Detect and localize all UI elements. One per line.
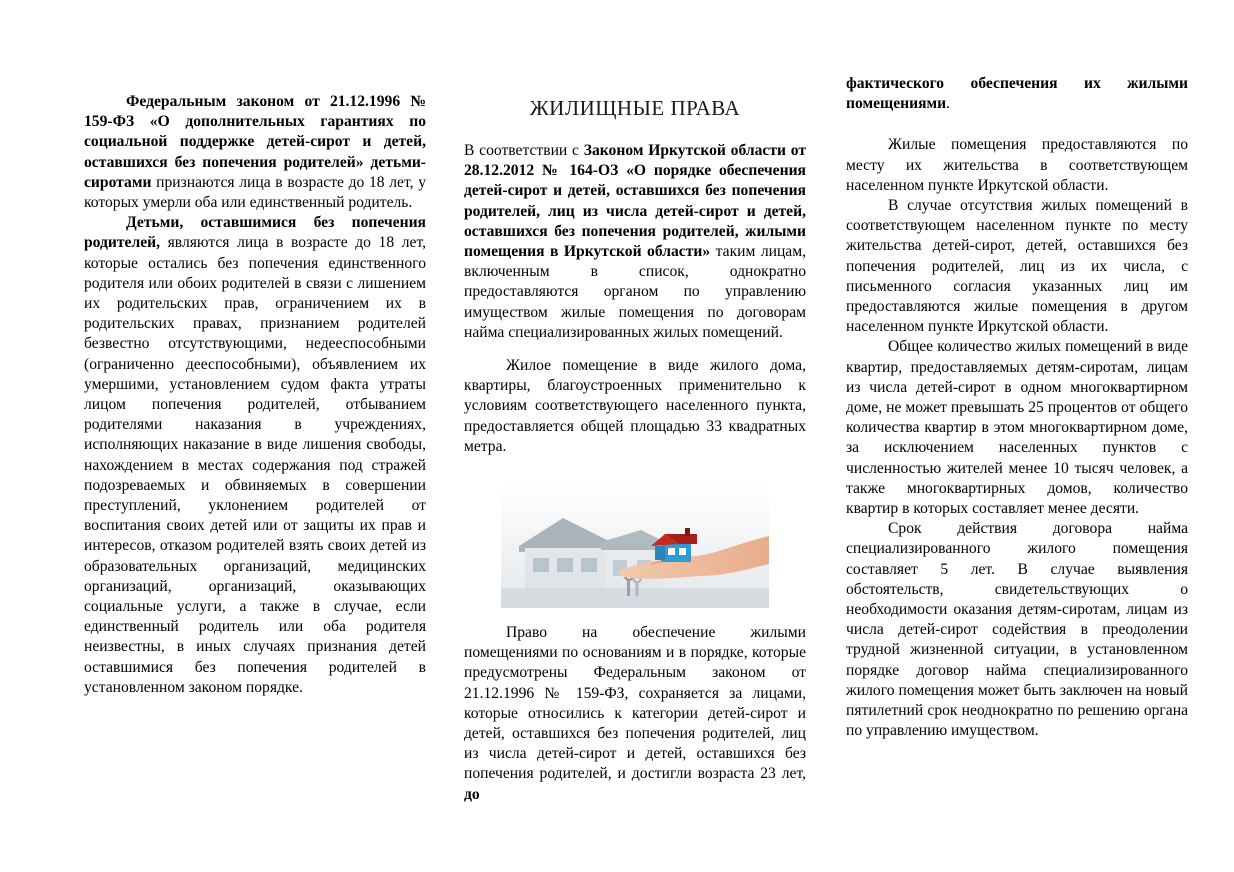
law-reference-bold: Федеральным законом от 21.12.1996 № 159-ФЗ «О дополнительных гарантиях по социальной поддержке детей-сирот и детей, оставшихся без попечения родителей» детьми-сиротами [84,93,426,191]
paragraph-place-of-residence: Жилые помещения предоставляются по месту их жительства в соответствующем населенном пункте Иркутской области. [846,136,1188,194]
paragraph-quota: Общее количество жилых помещений в виде квартир, предоставляемых детям-сиротам, лицам из числа детей-сирот в одном многоквартирном доме, не может превышать 25 процентов от общего количества квартир в этом многоквартирном доме, за исключением населенных пунктов с численностью жителей менее 10 тысяч человек, а также многоквартирных домов, количество квартир в которых составляет менее десяти. [846,338,1188,518]
paragraph-regional-law [464,141,806,343]
column-left [84,92,426,698]
paragraph-continuation [846,74,1188,114]
paragraph-text: признаются лица в возрасте до 18 лет, у которых умерли оба или единственный родитель. [84,173,426,212]
section-title: ЖИЛИЩНЫЕ ПРАВА [529,96,741,120]
paragraph-without-care-definition [84,213,426,698]
paragraph-right-retained [464,623,806,805]
paragraph-text: . [946,95,951,113]
column-right [846,74,1188,742]
column-middle-top [464,141,806,457]
paragraph-area: Жилое помещение в виде жилого дома, квартиры, благоустроенных применительно к условиям соответствующего населенного пункта, предоставляется общей площадью 33 квадратных метра. [464,357,806,455]
bold-text: фактического обеспечения их жилыми помещениями [846,75,1188,113]
paragraph-gap [846,114,1188,135]
paragraph-contract-term: Срок действия договора найма специализированного жилого помещения составляет 5 лет. В случае выявления обстоятельств, свидетельствующих о необходимости оказания детям-сиротам, лицам из числа детей-сирот содействия в преодолении трудной жизненной ситуации, в установленном порядке договор найма специализированного жилого помещения может быть заключен на новый пятилетний срок неоднократно по решению органа по управлению имуществом. [846,520,1188,740]
term-bold: Детьми, оставшимися без попечения родителей, [84,214,426,252]
column-middle-bottom [464,623,806,805]
paragraph-text: являются лица в возрасте до 18 лет, которые остались без попечения единственного родителя или обоих родителей в связи с лишением их родительских прав, ограничением их в родительских правах, признанием родителей безвестно отсутствующими, недееспособными (ограниченно дееспособными), объявлением их умершими, установлением судом факта утраты лицом попечения родителей, отбыванием родителями наказания в учреждениях, исполняющих наказание в виде лишения свободы, нахождением в местах содержания под стражей подозреваемых и обвиняемых в совершении преступлений, уклонением родителей от воспитания своих детей или от защиты их прав и интересов, отказом родителей взять своих детей из образовательных организаций, медицинских организаций, организаций, оказывающих социальные услуги, а также в случае, если единственный родитель или оба родителя неизвестны, в иных случаях признания детей оставшимися без попечения родителей в установленном законом порядке. [84,234,426,696]
house-keys-illustration [501,484,769,608]
paragraph-text: Право на обеспечение жилыми помещениями по основаниям и в порядке, которые предусмотрены Федеральным законом от 21.12.1996 № 159-ФЗ, сохраняется за лицами, которые относились к категории детей-сирот и детей, оставшихся без попечения родителей, лиц из числа детей-сирот и детей, оставшихся без попечения родителей, и достигли возраста 23 лет, [464,624,806,783]
paragraph-text: таким лицам, включенным в список, однократно предоставляются органом по управлению имуществом жилые помещения по договорам найма специализированных жилых помещений. [464,243,806,341]
house-in-hand-photo [501,484,769,608]
paragraph-text: В соответствии с [464,142,584,159]
bold-text: до [464,785,480,803]
paragraph-other-locality: В случае отсутствия жилых помещений в соответствующем населенном пункте по месту жительства детей-сирот, детей, оставшихся без попечения родителей, лиц из их числа, с письменного согласия указанных лиц им предоставляются жилые помещения в другом населенном пункте Иркутской области. [846,197,1188,336]
paragraph-orphans-definition [84,92,426,213]
law-reference-bold: Законом Иркутской области от 28.12.2012 № 164-ОЗ «О порядке обеспечения детей-сирот и детей, оставшихся без попечения родителей, лиц из числа детей-сирот и детей, оставшихся без попечения родителей, жилыми помещения в Иркутской области» [464,142,806,261]
paragraph-gap [464,343,806,356]
